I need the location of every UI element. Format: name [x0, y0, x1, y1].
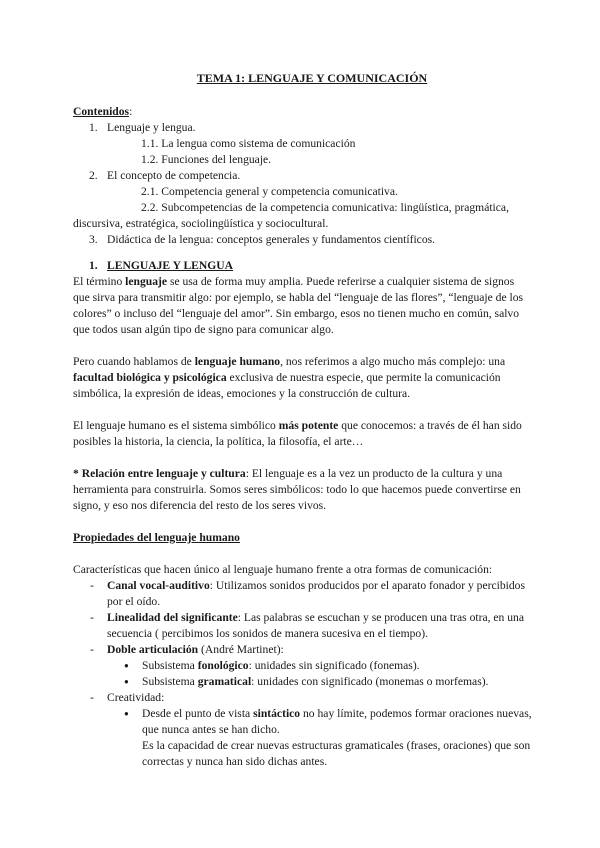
contents-label: Contenidos: [73, 105, 130, 118]
contents-item-number: 1.: [89, 121, 98, 134]
bold-term: * Relación entre lenguaje y cultura: [73, 467, 246, 480]
text-run: Desde el punto de vista: [142, 707, 254, 720]
contents-subitem-text: 2.1. Competencia general y competencia comunicativa.: [141, 185, 398, 198]
dash-marker: -: [90, 691, 94, 704]
text-run: : unidades con significado (monemas o morfemas).: [251, 675, 489, 688]
text-run: Es la capacidad de crear nuevas estructuras gramaticales (frases, oraciones) que son correctas y nunca han sido dichas antes.: [142, 739, 531, 768]
contents-item: [73, 232, 533, 248]
paragraph: [73, 466, 533, 514]
bullet-item: [73, 706, 533, 770]
paragraph: [73, 418, 533, 450]
bullet-marker: ●: [124, 709, 129, 718]
text-run: exclusiva de nuestra especie, que permite la comunicación simbólica, la expresión de ideas, emociones y la construcción de cultura.: [73, 371, 501, 400]
paragraph: Características que hacen único al lenguaje humano frente a otra formas de comunicación:: [73, 563, 493, 576]
bold-term: fonológico: [197, 659, 249, 672]
text-run: , nos referimos a algo mucho más complejo: una: [280, 355, 506, 368]
text-run: (André Martinet):: [198, 643, 284, 656]
bold-term: Canal vocal-auditivo: [107, 579, 210, 592]
list-item: [73, 690, 533, 706]
contents-item: [73, 168, 533, 184]
bold-term: Doble articulación: [107, 643, 199, 656]
contents-item-number: 3.: [89, 233, 98, 246]
text-run: se usa de forma muy amplia. Puede referirse a cualquier sistema de signos que sirva para transmitir algo: por ejemplo, se habla del “lenguaje de las flores”, “lenguaje de los colores” o incluso del “lenguaje del amor”. Sin embargo, esos no tienen mucho en común, salvo que todos usan algún tipo de signo para comunicar algo.: [73, 275, 524, 336]
contents-item-number: 2.: [89, 169, 98, 182]
paragraph: [73, 354, 533, 402]
bullet-item: [73, 674, 533, 690]
dash-marker: -: [90, 611, 94, 624]
contents-subitem-continuation: [73, 216, 533, 232]
subsection-heading: Propiedades del lenguaje humano: [73, 531, 240, 544]
bullet-marker: ●: [124, 661, 129, 670]
text-run: : Las palabras se escuchan y se producen una tras otra, en una secuencia ( percibimos los sonidos de manera sucesiva en el tiempo).: [107, 611, 524, 640]
text-run: Pero cuando hablamos de: [73, 355, 195, 368]
bold-term: sintáctico: [253, 707, 301, 720]
bold-term: Linealidad del significante: [107, 611, 238, 624]
dash-marker: -: [90, 579, 94, 592]
contents-subitem-text: 2.2. Subcompetencias de la competencia comunicativa: lingüística, pragmática,: [141, 201, 509, 214]
document-title: TEMA 1: LENGUAJE Y COMUNICACIÓN: [196, 71, 428, 85]
bold-term: gramatical: [197, 675, 252, 688]
text-run: que conocemos: a través de él han sido posibles la historia, la ciencia, la política, la filosofía, el arte…: [73, 419, 522, 448]
list-item: [73, 578, 533, 610]
contents-subitem-text: discursiva, estratégica, sociolingüística y sociocultural.: [73, 217, 329, 230]
list-item: [73, 642, 533, 658]
contents-subitem-text: 1.1. La lengua como sistema de comunicación: [141, 137, 356, 150]
bold-term: más potente: [278, 419, 339, 432]
contents-colon: :: [129, 105, 133, 118]
document-page: [73, 70, 533, 770]
section-number: 1.: [89, 259, 98, 272]
contents-item-text: Lenguaje y lengua.: [107, 121, 196, 134]
contents-heading: [73, 104, 533, 120]
paragraph: [73, 274, 533, 338]
section-title: LENGUAJE Y LENGUA: [107, 259, 234, 272]
text-run: : unidades sin significado (fonemas).: [248, 659, 420, 672]
text-run: : El lenguaje es a la vez un producto de la cultura y una herramienta para construirla. Somos seres simbólicos: todo lo que hacemos puede convertirse en signo, y eso nos diferencia del resto de los seres vivos.: [73, 467, 521, 512]
section-heading: [73, 258, 533, 274]
contents-subitem: [73, 152, 533, 168]
contents-subitem-text: 1.2. Funciones del lenguaje.: [141, 153, 272, 166]
text-run: Subsistema: [142, 659, 198, 672]
bold-term: lenguaje humano: [194, 355, 281, 368]
contents-subitem: [73, 184, 533, 200]
list-item: [73, 610, 533, 642]
contents-section: [73, 104, 533, 248]
text-run: El lenguaje humano es el sistema simbólico: [73, 419, 279, 432]
bold-term: lenguaje: [125, 275, 168, 288]
contents-item-text: El concepto de competencia.: [107, 169, 241, 182]
contents-subitem: [73, 136, 533, 152]
text-run: El término: [73, 275, 126, 288]
text-run: no hay límite, podemos formar oraciones nuevas, que nunca antes se han dicho.: [142, 707, 532, 736]
text-run: : Utilizamos sonidos producidos por el aparato fonador y percibidos por el oído.: [107, 579, 525, 608]
text-run: Subsistema: [142, 675, 198, 688]
text-run: Creatividad:: [107, 691, 165, 704]
bold-term: facultad biológica y psicológica: [73, 371, 227, 384]
dash-marker: -: [90, 643, 94, 656]
contents-item: [73, 120, 533, 136]
bullet-item: [73, 658, 533, 674]
contents-subitem: [73, 200, 533, 216]
contents-item-text: Didáctica de la lengua: conceptos generales y fundamentos científicos.: [107, 233, 436, 246]
bullet-marker: ●: [124, 677, 129, 686]
